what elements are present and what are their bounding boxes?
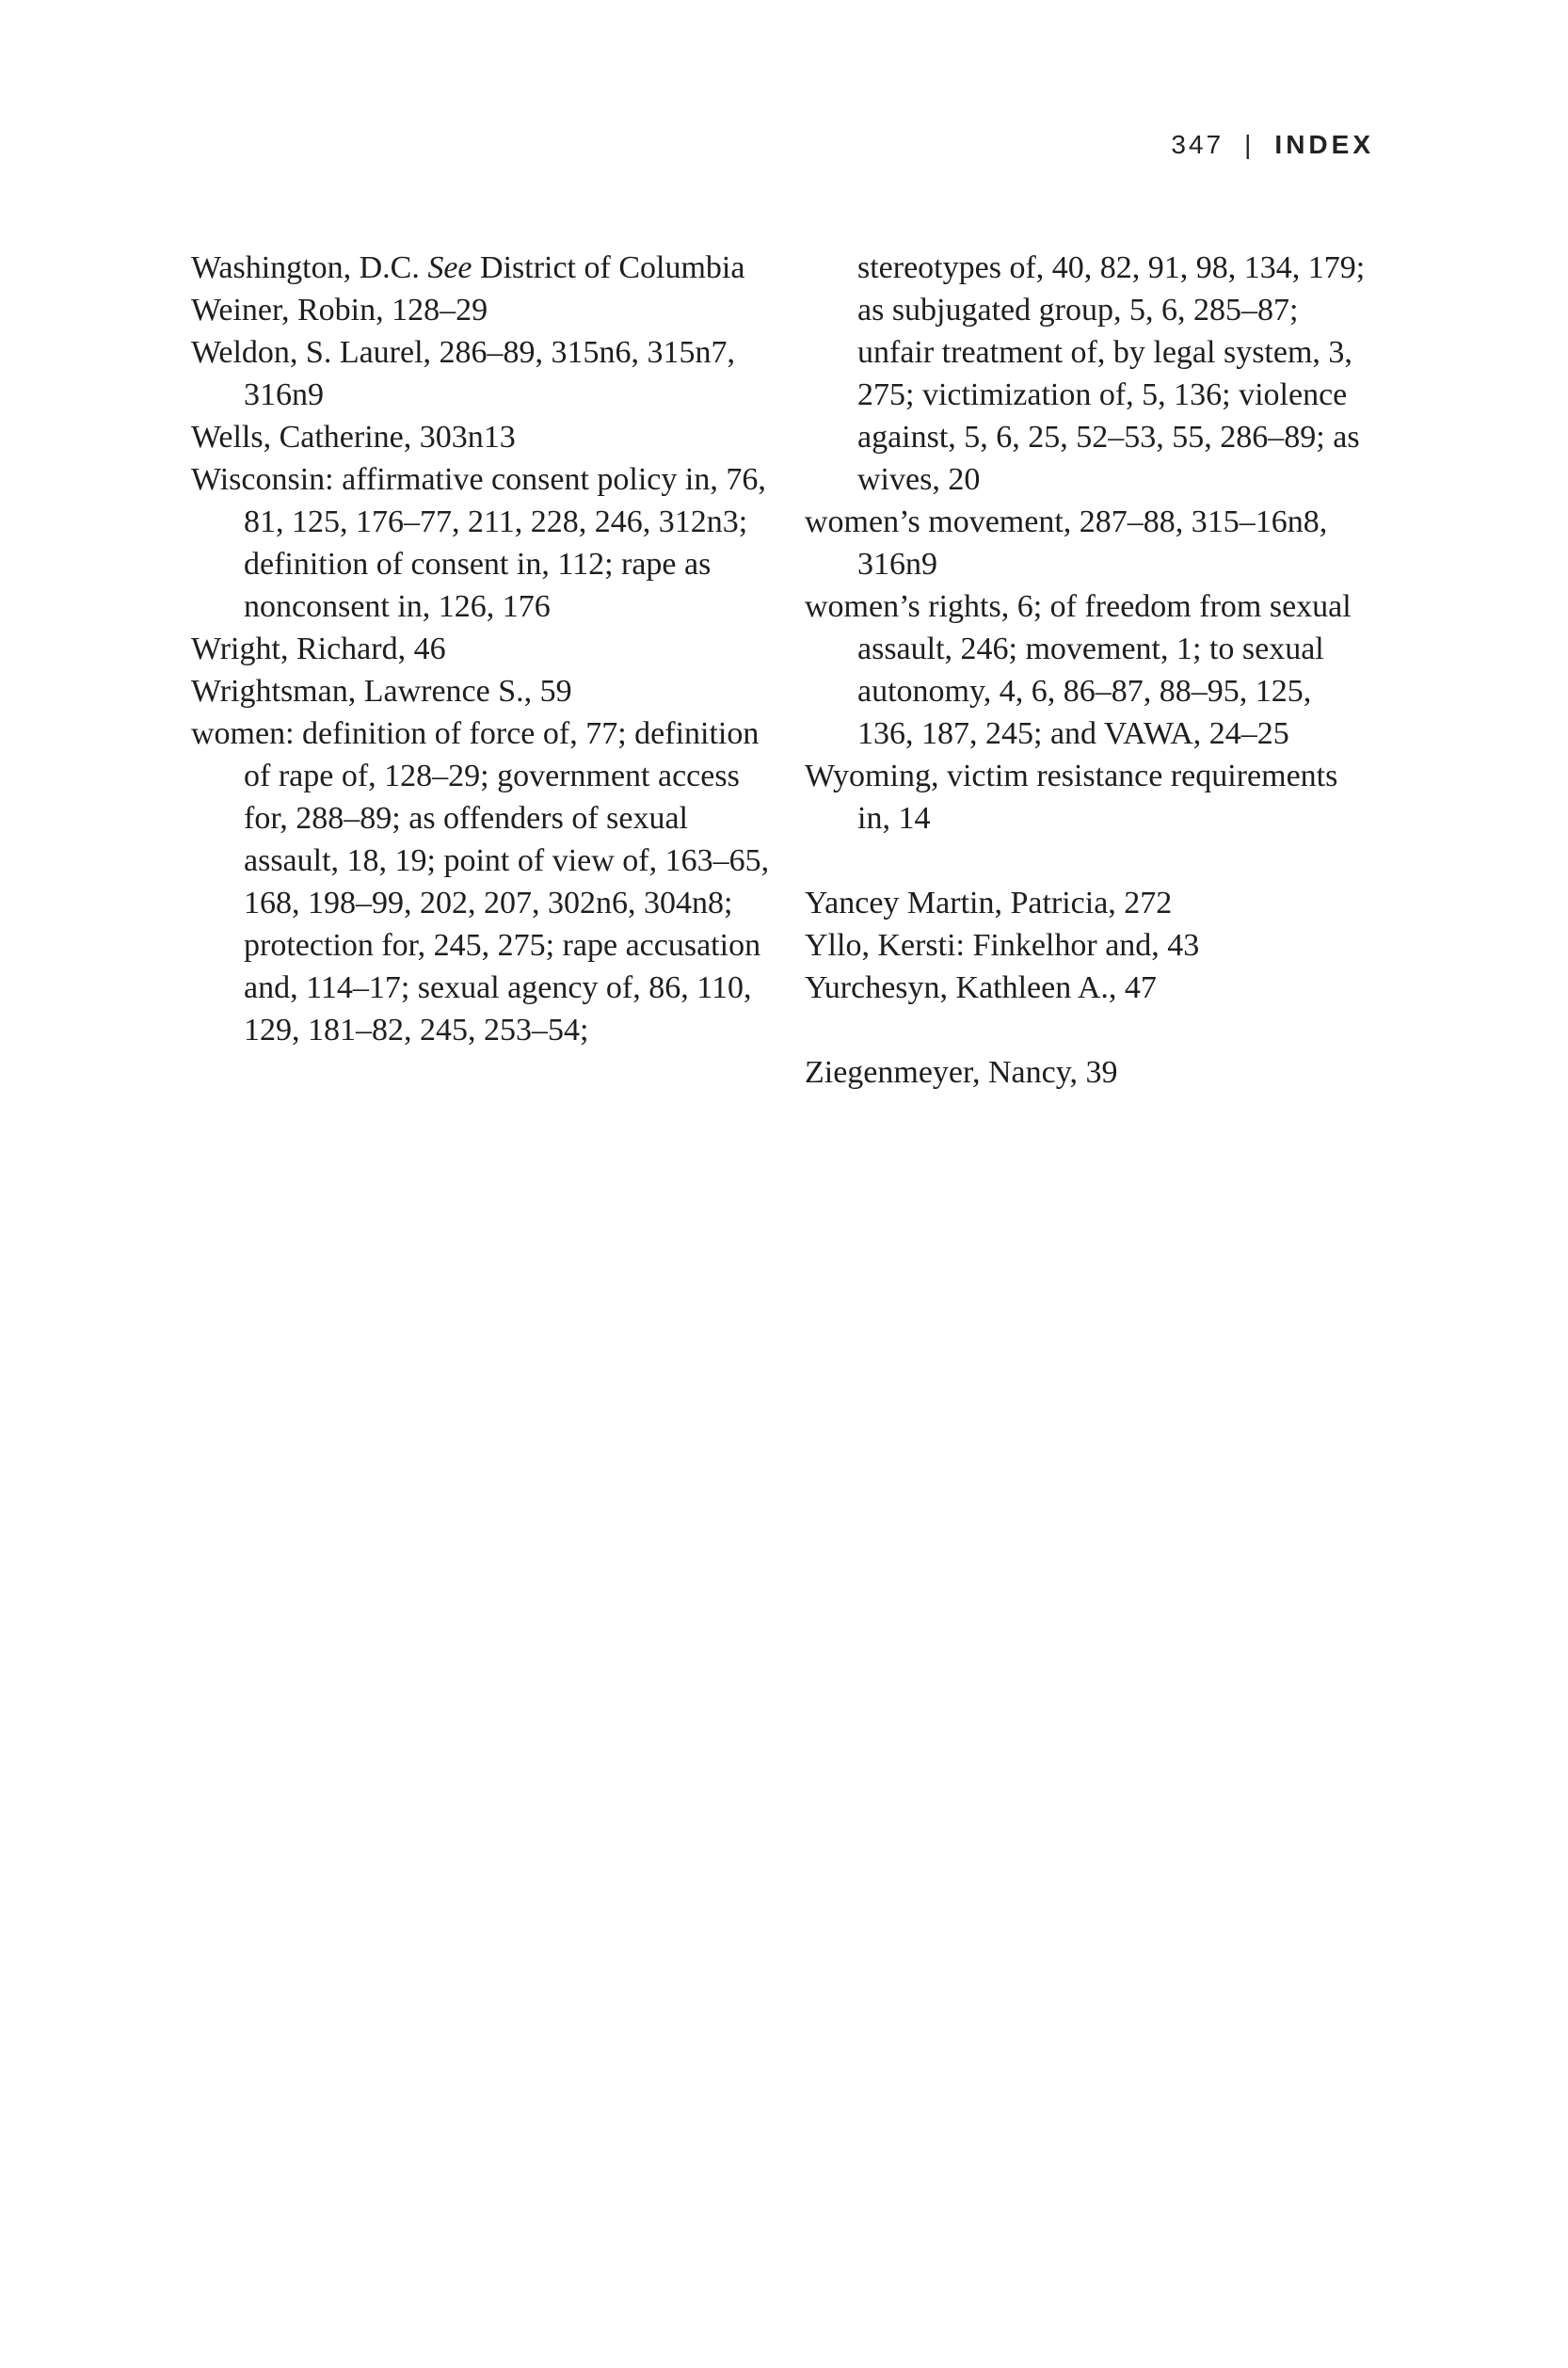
entry-text: Washington, D.C. bbox=[191, 250, 428, 285]
index-column-right bbox=[805, 247, 1369, 1094]
index-entry-weiner: Weiner, Robin, 128–29 bbox=[191, 293, 488, 328]
index-column-left bbox=[191, 247, 775, 1051]
index-entry-wright: Wright, Richard, 46 bbox=[191, 632, 446, 666]
index-entry-ziegenmeyer: Ziegenmeyer, Nancy, 39 bbox=[805, 1055, 1118, 1090]
index-entry-women: women: definition of force of, 77; definition of rape of, 128–29; government access for, 288–89; as offenders of sexual assault, 18, 19; point of view of, 163–65, 168, 198–99, 202, 207, 302n6, 304n8; protection for, 245, 275; rape accusation and, 114–17; sexual agency of, 86, 110, 129, 181–82, 245, 253–54; bbox=[191, 716, 770, 1048]
header-separator: | bbox=[1244, 130, 1255, 159]
running-head bbox=[1171, 130, 1374, 160]
index-entry-wells: Wells, Catherine, 303n13 bbox=[191, 420, 516, 455]
index-entry-yancey-martin: Yancey Martin, Patricia, 272 bbox=[805, 886, 1173, 920]
index-entry-women-continued: stereotypes of, 40, 82, 91, 98, 134, 179; as subjugated group, 5, 6, 285–87; unfair treatment of, by legal system, 3, 275; victimization of, 5, 136; violence against, 5, 6, 25, 52–53, 55, 286–89; as wives, 20 bbox=[857, 250, 1366, 497]
index-entry-wrightsman: Wrightsman, Lawrence S., 59 bbox=[191, 674, 572, 709]
entry-text: District of Columbia bbox=[472, 250, 745, 285]
page-number: 347 bbox=[1171, 130, 1224, 159]
index-entry-weldon: Weldon, S. Laurel, 286–89, 315n6, 315n7, 316n9 bbox=[191, 335, 736, 412]
see-reference: See bbox=[427, 250, 472, 285]
section-title: INDEX bbox=[1274, 130, 1374, 159]
index-entry-washington bbox=[191, 247, 775, 289]
index-entry-womens-rights: women’s rights, 6; of freedom from sexual assault, 246; movement, 1; to sexual autonomy, 4, 6, 86–87, 88–95, 125, 136, 187, 245; and VAWA, 24–25 bbox=[805, 589, 1352, 751]
letter-group-gap bbox=[805, 1009, 1369, 1051]
index-entry-yurchesyn: Yurchesyn, Kathleen A., 47 bbox=[805, 970, 1157, 1005]
index-entry-womens-movement: women’s movement, 287–88, 315–16n8, 316n9 bbox=[805, 504, 1328, 582]
index-entry-wisconsin: Wisconsin: affirmative consent policy in, 76, 81, 125, 176–77, 211, 228, 246, 312n3; definition of consent in, 112; rape as nonconsent in, 126, 176 bbox=[191, 462, 766, 624]
index-entry-wyoming: Wyoming, victim resistance requirements in, 14 bbox=[805, 759, 1338, 836]
index-entry-yllo: Yllo, Kersti: Finkelhor and, 43 bbox=[805, 928, 1200, 963]
letter-group-gap bbox=[805, 840, 1369, 882]
